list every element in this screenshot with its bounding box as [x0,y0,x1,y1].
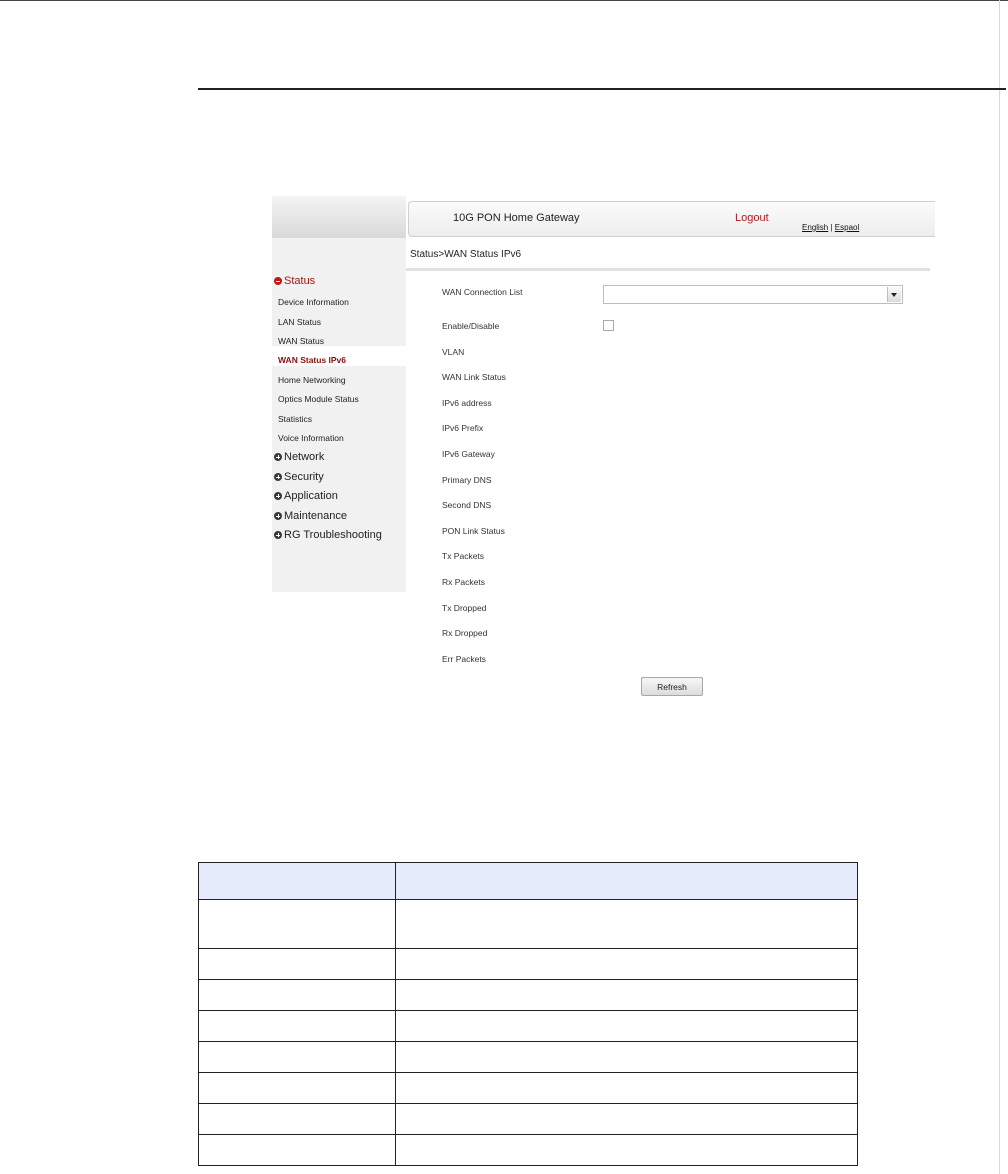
table-cell [199,1135,396,1166]
breadcrumb-divider [406,268,930,271]
nav-section-maintenance[interactable] [274,510,347,522]
nav-section-application[interactable] [274,490,338,502]
label-second-dns: Second DNS [442,500,492,510]
label-primary-dns: Primary DNS [442,475,492,485]
label-enable-disable: Enable/Disable [442,321,500,331]
label-pon-link-status: PON Link Status [442,526,505,536]
label-ipv6-address: IPv6 address [442,398,492,408]
table-row [199,1011,858,1042]
expand-icon [274,531,282,539]
table-cell [396,1135,858,1166]
label-rx-packets: Rx Packets [442,577,485,587]
table-cell [199,980,396,1011]
language-switcher [802,223,859,232]
table-row [199,1135,858,1166]
table-cell [396,980,858,1011]
lang-espanol-link[interactable]: Espaol [834,223,860,232]
logout-link[interactable]: Logout [735,212,769,224]
right-margin-line [999,0,1000,1174]
gateway-screenshot [272,196,934,698]
nav-section-label: Status [284,275,316,287]
nav-section-rg-troubleshooting[interactable] [274,529,382,541]
table-cell [199,1073,396,1104]
table-cell [199,1104,396,1135]
table-cell [396,949,858,980]
parameter-table [198,862,858,1166]
sidebar-item-device-information[interactable]: Device Information [278,297,349,307]
table-row [199,980,858,1011]
table-row [199,1042,858,1073]
table-cell [396,900,858,949]
lang-separator: | [830,223,833,232]
nav-section-security[interactable] [274,471,324,483]
nav-section-network[interactable] [274,451,324,463]
enable-checkbox[interactable] [603,320,614,331]
label-ipv6-prefix: IPv6 Prefix [442,423,484,433]
label-vlan: VLAN [442,347,465,357]
expand-icon [274,512,282,520]
page-top-rule [0,0,1008,1]
sidebar-item-lan-status[interactable]: LAN Status [278,317,321,327]
label-rx-dropped: Rx Dropped [442,628,488,638]
table-cell [396,1073,858,1104]
table-row [199,1073,858,1104]
nav-section-label: Maintenance [284,510,347,522]
refresh-button[interactable]: Refresh [641,677,703,696]
nav-section-label: Network [284,451,325,463]
table-cell [199,900,396,949]
expand-icon [274,473,282,481]
collapse-icon [274,277,282,285]
sidebar-header [272,196,406,238]
label-tx-dropped: Tx Dropped [442,603,487,613]
table-header-cell [199,863,396,900]
section-rule [198,88,1006,90]
sidebar-item-optics-module-status[interactable]: Optics Module Status [278,394,359,404]
table-cell [199,1042,396,1073]
table-header-cell [396,863,858,900]
chevron-down-icon[interactable] [887,287,901,302]
wan-connection-select[interactable] [603,285,903,304]
label-wan-link-status: WAN Link Status [442,372,506,382]
table-cell [396,1042,858,1073]
table-cell [199,1011,396,1042]
table-row [199,1104,858,1135]
nav-section-label: RG Troubleshooting [284,529,382,541]
label-err-packets: Err Packets [442,654,486,664]
breadcrumb: Status>WAN Status IPv6 [410,249,522,260]
table-header-row [199,863,858,900]
expand-icon [274,453,282,461]
expand-icon [274,492,282,500]
nav-section-status[interactable] [274,275,315,287]
sidebar-item-wan-status[interactable]: WAN Status [278,336,324,346]
gateway-title: 10G PON Home Gateway [453,212,580,224]
table-cell [396,1104,858,1135]
label-ipv6-gateway: IPv6 Gateway [442,449,495,459]
header-bar [408,201,935,237]
sidebar-item-voice-information[interactable]: Voice Information [278,433,344,443]
label-wan-connection-list: WAN Connection List [442,287,523,297]
sidebar-item-statistics[interactable]: Statistics [278,414,313,424]
nav-section-label: Application [284,490,338,502]
table-row [199,900,858,949]
sidebar-item-home-networking[interactable]: Home Networking [278,375,346,385]
table-cell [396,1011,858,1042]
label-tx-packets: Tx Packets [442,551,485,561]
lang-english-link[interactable]: English [802,223,829,232]
nav-section-label: Security [284,471,324,483]
sidebar-item-wan-status-ipv6[interactable]: WAN Status IPv6 [278,355,347,365]
table-row [199,949,858,980]
table-cell [199,949,396,980]
